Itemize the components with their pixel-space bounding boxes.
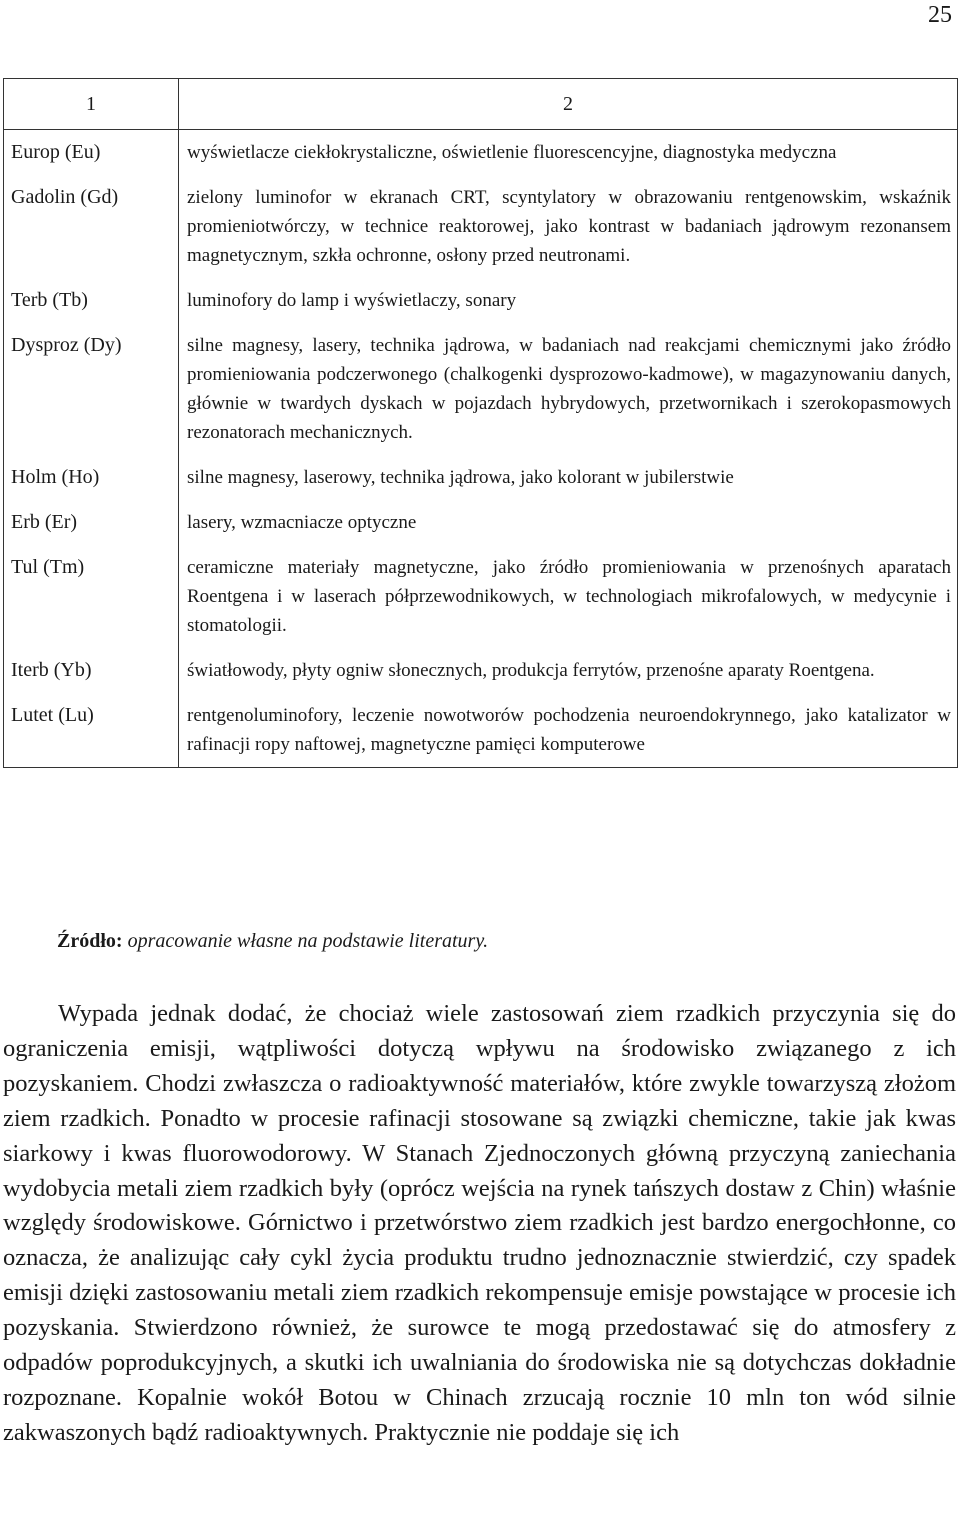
table-row: [4, 278, 958, 323]
element-uses: ceramiczne materiały magnetyczne, jako źródło promieniowania w przenośnych aparatach Roentgena i w laserach półprzewodnikowych, w technologiach mikrofalowych, w medycynie i stomatologii.: [179, 545, 958, 648]
element-uses: światłowody, płyty ogniw słonecznych, produkcja ferrytów, przenośne aparaty Roentgena.: [179, 648, 958, 693]
element-name: Gadolin (Gd): [4, 175, 179, 278]
element-uses: zielony luminofor w ekranach CRT, scyntylatory w obrazowaniu rentgenowskim, wskaźnik promieniotwórczy, w technice reaktorowej, jako kontrast w badaniach jądrowym rezonansem magnetycznym, szkła ochronne, osłony przed neutronami.: [179, 175, 958, 278]
element-name: Terb (Tb): [4, 278, 179, 323]
table-source-note: [57, 930, 488, 953]
element-uses: wyświetlacze ciekłokrystaliczne, oświetlenie fluorescencyjne, diagnostyka medyczna: [179, 130, 958, 176]
element-name: Dysproz (Dy): [4, 323, 179, 455]
page-number: 25: [928, 2, 952, 28]
table-row: [4, 175, 958, 278]
element-name: Tul (Tm): [4, 545, 179, 648]
column-header-2: 2: [179, 79, 958, 130]
element-uses: rentgenoluminofory, leczenie nowotworów pochodzenia neuroendokrynnego, jako katalizator w rafinacji ropy naftowej, magnetyczne pamięci komputerowe: [179, 693, 958, 768]
element-uses: silne magnesy, lasery, technika jądrowa, w badaniach nad reakcjami chemicznymi jako źródło promieniowania podczerwonego (chalkogenki dysprozowo-kadmowe), w magazynowaniu danych, głównie w twardych dyskach w pojazdach hybrydowych, przetwornikach i szerokopasmowych rezonatorach mechanicznych.: [179, 323, 958, 455]
table-row: [4, 648, 958, 693]
element-uses: lasery, wzmacniacze optyczne: [179, 500, 958, 545]
table-row: [4, 500, 958, 545]
table-row: [4, 455, 958, 500]
element-name: Iterb (Yb): [4, 648, 179, 693]
table-row: [4, 323, 958, 455]
source-label: Źródło:: [57, 930, 123, 952]
element-name: Erb (Er): [4, 500, 179, 545]
element-uses: luminofory do lamp i wyświetlaczy, sonary: [179, 278, 958, 323]
body-paragraph: Wypada jednak dodać, że chociaż wiele zastosowań ziem rzadkich przyczynia się do ograniczenia emisji, wątpliwości dotyczą wpływu na środowisko związanego z ich pozyskaniem. Chodzi zwłaszcza o radioaktywność materiałów, które zwykle towarzyszą złożom ziem rzadkich. Ponadto w procesie rafinacji stosowane są związki chemiczne, takie jak kwas siarkowy i kwas fluorowodorowy. W Stanach Zjednoczonych główną przyczyną zaniechania wydobycia metali ziem rzadkich były (oprócz wejścia na rynek tańszych dostaw z Chin) właśnie względy środowiskowe. Górnictwo i przetwórstwo ziem rzadkich jest bardzo energochłonne, co oznacza, że analizując cały cykl życia produktu trudno jednoznacznie stwierdzić, czy spadek emisji dzięki zastosowaniu metali ziem rzadkich rekompensuje emisje powstające w procesie ich pozyskania. Stwierdzono również, że surowce te mogą przedostawać się do atmosfery z odpadów poprodukcyjnych, a skutki ich uwalniania do środowiska nie są dotychczas dokładnie rozpoznane. Kopalnie wokół Botou w Chinach zrzucają rocznie 10 mln ton wód silnie zakwaszonych bądź radioaktywnych. Praktycznie nie poddaje się ich: [3, 1000, 956, 1446]
table-row: [4, 693, 958, 768]
rare-earth-uses-table: [3, 78, 958, 768]
element-uses: silne magnesy, laserowy, technika jądrowa, jako kolorant w jubilerstwie: [179, 455, 958, 500]
table-header-row: [4, 79, 958, 130]
table-row: [4, 130, 958, 176]
column-header-1: 1: [4, 79, 179, 130]
table-row: [4, 545, 958, 648]
element-name: Lutet (Lu): [4, 693, 179, 768]
source-text: opracowanie własne na podstawie literatury.: [127, 930, 489, 952]
element-name: Holm (Ho): [4, 455, 179, 500]
element-name: Europ (Eu): [4, 130, 179, 176]
